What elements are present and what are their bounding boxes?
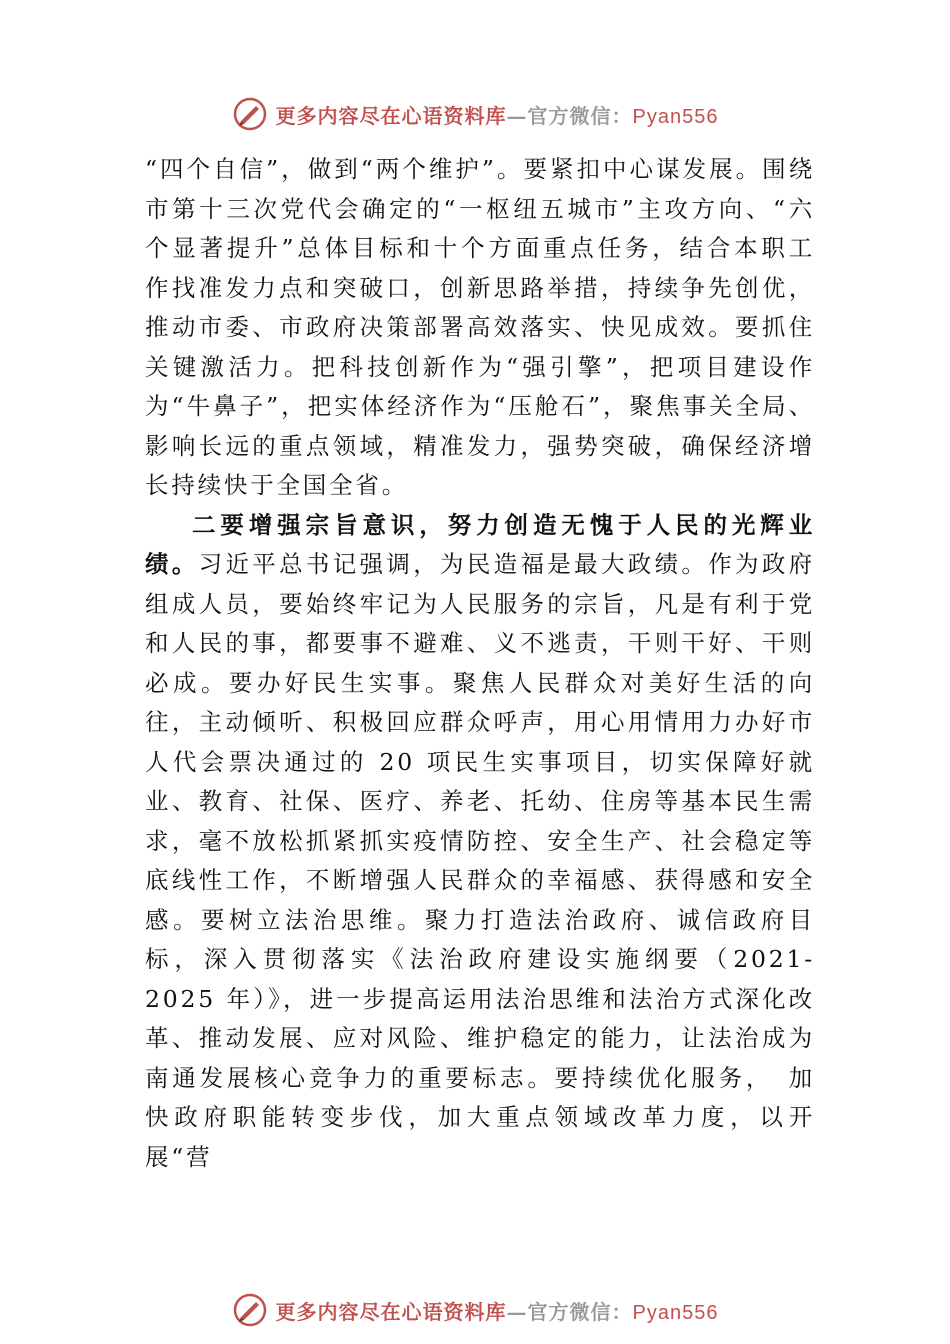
footer-banner — [0, 1290, 950, 1330]
header-banner — [0, 94, 950, 134]
paragraph-1: “四个自信”，做到“两个维护”。要紧扣中心谋发展。围绕市第十三次党代会确定的“一枢纽五城市”主攻方向、“六个显著提升”总体目标和十个方面重点任务，结合本职工作找准发力点和突破口，创新思路举措，持续争先创优，推动市委、市政府决策部署高效落实、快见成效。要抓住关键激活力。把科技创新作为“强引擎”，把项目建设作为“牛鼻子”，把实体经济作为“压舱石”，聚焦事关全局、影响长远的重点领域，精准发力，强势突破，确保经济增长持续快于全国全省。 — [145, 155, 815, 499]
paragraph-2-heading: 二要增强宗旨意识，努力创造无愧于人民的光辉业绩。 — [145, 510, 815, 578]
footer-banner-text: 更多内容尽在心语资料库—官方微信：Pyan556 — [275, 1299, 719, 1324]
document-body — [145, 150, 815, 1177]
pen-logo-icon — [232, 96, 268, 132]
header-banner-text: 更多内容尽在心语资料库—官方微信：Pyan556 — [275, 103, 719, 128]
pen-logo-icon — [232, 1292, 268, 1328]
paragraph-2 — [145, 506, 815, 1178]
paragraph-2-text: 习近平总书记强调，为民造福是最大政绩。作为政府组成人员，要始终牢记为人民服务的宗旨，凡是有利于党和人民的事，都要事不避难、义不逃责，干则干好、干则必成。要办好民生实事。聚焦人民群众对美好生活的向往，主动倾听、积极回应群众呼声，用心用情用力办好市人代会票决通过的 20 项民生实事项目，切实保障好就业、教育、社保、医疗、养老、托幼、住房等基本民生需求，毫不放松抓紧抓实疫情防控、安全生产、社会稳定等底线性工作，不断增强人民群众的幸福感、获得感和安全感。要树立法治思维。聚力打造法治政府、诚信政府目标，深入贯彻落实《法治政府建设实施纲要（2021-2025 年）》，进一步提高运用法治思维和法治方式深化改革、推动发展、应对风险、维护稳定的能力，让法治成为南通发展核心竞争力的重要标志。要持续优化服务， 加快政府职能转变步伐，加大重点领域改革力度，以开展“营 — [145, 550, 815, 1171]
